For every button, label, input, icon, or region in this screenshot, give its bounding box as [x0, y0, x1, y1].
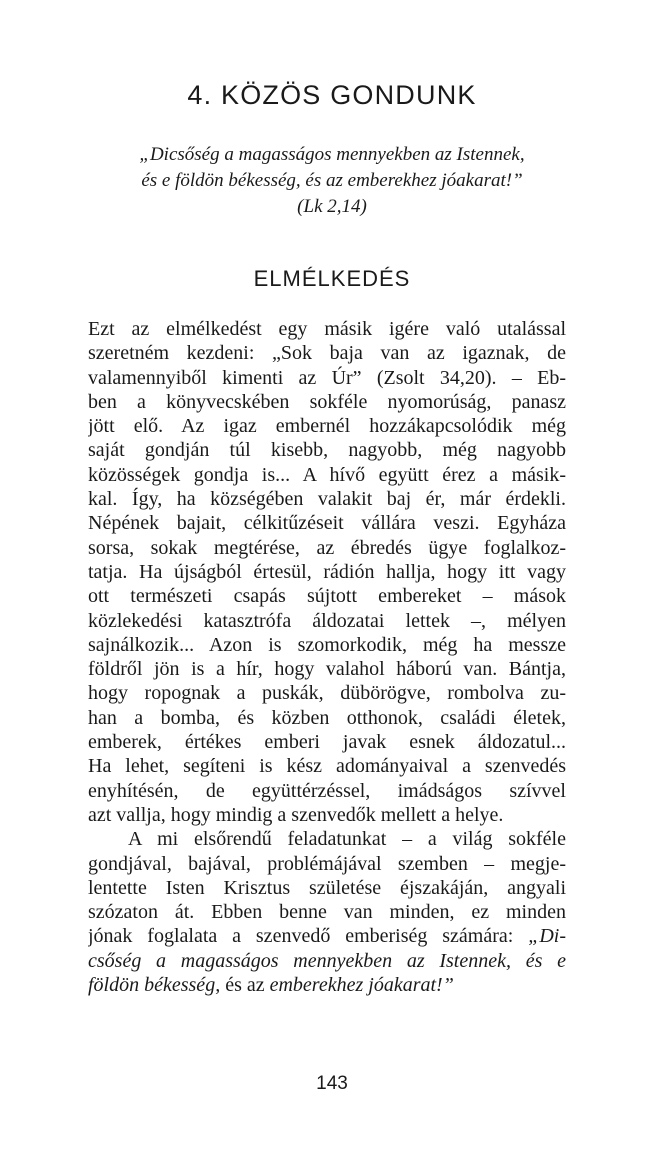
- text-line: saját gondján túl kisebb, nagyobb, még nagyobb: [88, 439, 566, 462]
- text-run: és az: [220, 974, 270, 997]
- quote-line: csőség a magasságos mennyekben az Istennek, és e: [88, 949, 566, 972]
- text-line: jött elő. Az igaz embernél hozzákapcsolódik még: [88, 415, 566, 438]
- text-line: közlekedési katasztrófa áldozatai lettek –, mélyen: [88, 609, 566, 632]
- quote-run: „Di-: [528, 925, 566, 948]
- epigraph-reference: (Lk 2,14): [297, 196, 367, 217]
- text-line: sajnálkozik... Azon is szomorkodik, még ha messze: [88, 633, 566, 656]
- paragraph-2: [88, 827, 566, 997]
- text-line: lentette Isten Krisztus születése éjszakáján, angyali: [88, 876, 566, 899]
- text-line: hogy ropognak a puskák, dübörögve, rombolva zu-: [88, 682, 566, 705]
- text-line: han a bomba, és közben otthonok, családi életek,: [88, 706, 566, 729]
- text-line: kal. Így, ha községében valakit baj ér, már érdekli.: [88, 488, 566, 511]
- text-line: tatja. Ha újságból értesül, rádión hallja, hogy itt vagy: [88, 560, 566, 583]
- quote-run: földön békesség,: [88, 974, 221, 997]
- epigraph: [0, 142, 664, 220]
- paragraph-1: [88, 317, 566, 827]
- text-line: szózaton át. Ebben benne van minden, ez minden: [88, 901, 566, 924]
- text-line: Népének bajait, célkitűzéseit vállára veszi. Egyháza: [88, 512, 566, 535]
- text-line: emberek, értékes emberi javak esnek áldozatul...: [88, 731, 566, 754]
- text-line: gondjával, bajával, problémájával szemben – megje-: [88, 852, 566, 875]
- text-line: földről jön is a hír, hogy valahol háború van. Bántja,: [88, 658, 566, 681]
- text-line: ben a könyvecskében sokféle nyomorúság, panasz: [88, 390, 566, 413]
- text-line: közösségek gondja is... A hívő együtt érez a másik-: [88, 463, 566, 486]
- body-text: [88, 317, 566, 997]
- text-line: ott természeti csapás sújtott embereket – mások: [88, 585, 566, 608]
- text-line: azt vallja, hogy mindig a szenvedők mellett a helye.: [88, 803, 504, 826]
- text-line: sorsa, sokak megtérése, az ébredés ügye foglalkoz-: [88, 536, 566, 559]
- text-line: A mi elsőrendű feladatunkat – a világ sokféle: [128, 828, 566, 851]
- chapter-title: 4. KÖZÖS GONDUNK: [187, 80, 477, 110]
- epigraph-line: és e földön békesség, és az emberekhez jóakarat!”: [141, 170, 523, 191]
- text-line: Ezt az elmélkedést egy másik igére való utalással: [88, 318, 566, 340]
- text-line: enyhítésén, de együttérzéssel, imádságos szívvel: [88, 779, 566, 802]
- text-line: szeretném kezdeni: „Sok baja van az igaznak, de: [88, 342, 566, 365]
- text-line: [88, 973, 566, 997]
- text-line: valamennyiből kimenti az Úr” (Zsolt 34,20). – Eb-: [88, 366, 566, 389]
- page-number: 143: [316, 1073, 348, 1094]
- text-line: Ha lehet, segíteni is kész adományaival a szenvedés: [88, 755, 566, 778]
- text-line: [88, 924, 566, 948]
- section-title: ELMÉLKEDÉS: [253, 266, 411, 291]
- text-run: jónak foglalata a szenvedő emberiség számára:: [88, 925, 529, 948]
- quote-run: emberekhez jóakarat!”: [269, 974, 454, 997]
- epigraph-line: „Dicsőség a magasságos mennyekben az Istennek,: [139, 144, 525, 165]
